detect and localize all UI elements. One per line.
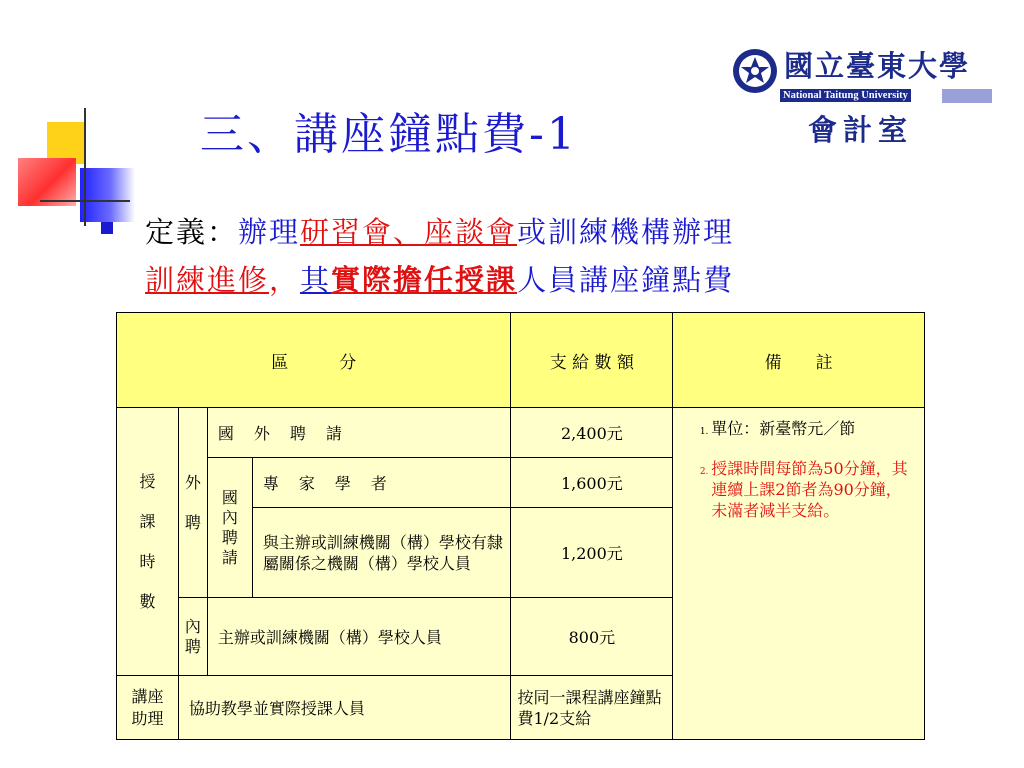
header-remark: 備 註 xyxy=(673,313,925,408)
definition-highlight: 訓練進修 xyxy=(145,263,270,297)
definition-highlight: 實際擔任授課 xyxy=(331,263,518,297)
definition-highlight: 研習會、座談會 xyxy=(300,215,518,249)
row-label: 主辦或訓練機關（構）學校人員 xyxy=(207,598,511,676)
fee-table xyxy=(116,312,925,740)
definition-part: 或訓練機構辦理 xyxy=(517,215,735,249)
external-cell: 外 聘 xyxy=(178,408,207,598)
deco-horizontal-line xyxy=(40,200,130,202)
definition-part: 人員講座鐘點費 xyxy=(517,263,735,297)
remark-item: 2. 授課時間每節為50分鐘，其連續上課2節者為90分鐘，未滿者減半支給。 xyxy=(711,458,916,521)
internal-cell: 內 聘 xyxy=(178,598,207,676)
deco-red-square xyxy=(18,158,76,206)
row-amount: 800元 xyxy=(511,598,673,676)
table-header-row xyxy=(117,313,925,408)
teaching-hours-cell: 授 課 時 數 xyxy=(117,408,179,676)
definition-part: ， xyxy=(269,263,301,297)
logo-bar xyxy=(942,89,992,103)
row-amount: 1,600元 xyxy=(511,458,673,508)
row-amount: 2,400元 xyxy=(511,408,673,458)
remarks-cell xyxy=(673,408,925,740)
domestic-cell: 國 內 聘 請 xyxy=(207,458,252,598)
row-amount: 1,200元 xyxy=(511,508,673,598)
assistant-category-cell: 講座 助理 xyxy=(117,676,179,740)
table-row xyxy=(117,408,925,458)
definition-part: 辦理 xyxy=(238,215,301,249)
row-label: 專 家 學 者 xyxy=(252,458,511,508)
logo-name-en: National Taitung University xyxy=(780,89,911,102)
row-amount: 按同一課程講座鐘點費1/2支給 xyxy=(511,676,673,740)
row-label: 國 外 聘 請 xyxy=(207,408,511,458)
header-category: 區 分 xyxy=(117,313,511,408)
definition-text xyxy=(145,208,915,304)
row-label: 協助教學並實際授課人員 xyxy=(178,676,511,740)
logo-dept: 會計室 xyxy=(808,113,914,147)
definition-label: 定義： xyxy=(145,215,239,249)
slide-title: 三、講座鐘點費-1 xyxy=(200,109,578,160)
deco-vertical-line xyxy=(84,108,86,226)
logo-name-zh: 國立臺東大學 xyxy=(784,49,971,83)
header-amount: 支 給 數 額 xyxy=(511,313,673,408)
deco-blue-square xyxy=(80,168,135,222)
remark-item: 1. 單位：新臺幣元／節 xyxy=(711,418,916,439)
bullet-square-icon xyxy=(101,222,113,234)
university-emblem-icon xyxy=(731,47,779,95)
row-label: 與主辦或訓練機關（構）學校有隸屬關係之機關（構）學校人員 xyxy=(252,508,511,598)
university-logo xyxy=(728,42,1000,152)
definition-part: 其 xyxy=(300,263,332,297)
